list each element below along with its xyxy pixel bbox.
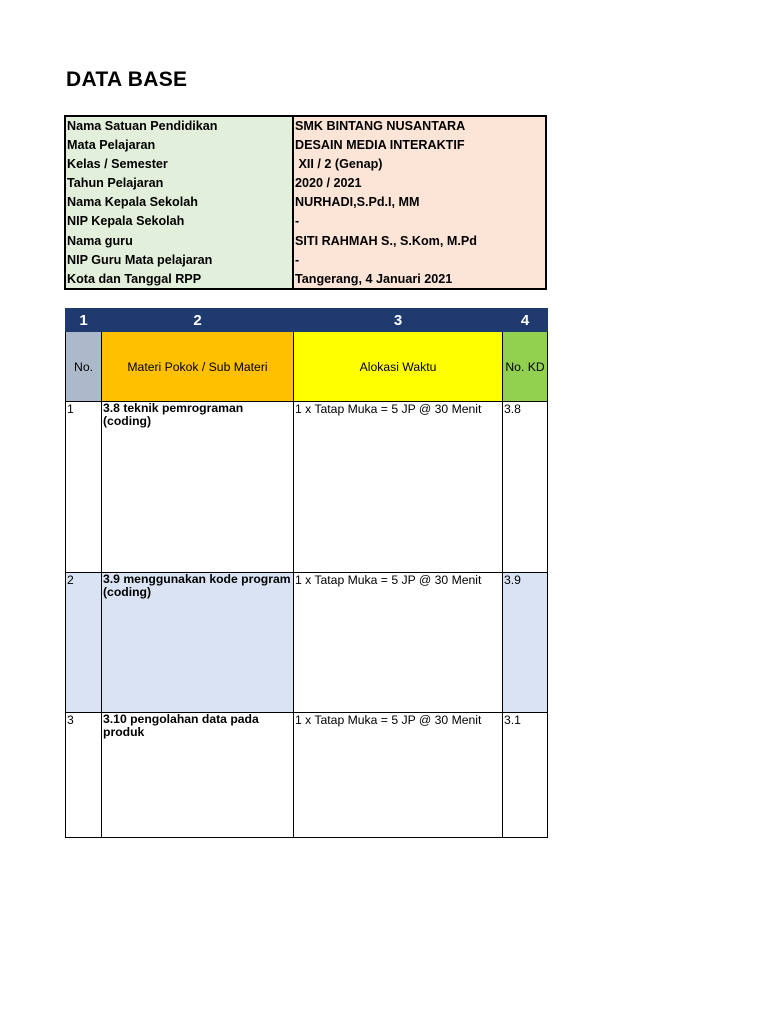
cell-alokasi: 1 x Tatap Muka = 5 JP @ 30 Menit xyxy=(294,402,503,573)
info-value-column xyxy=(294,117,545,288)
info-label: NIP Guru Mata pelajaran xyxy=(67,252,213,267)
column-number: 1 xyxy=(66,309,102,332)
info-label: Nama Kepala Sekolah xyxy=(67,195,198,210)
info-label: NIP Kepala Sekolah xyxy=(67,214,185,229)
cell-kd: 3.8 xyxy=(503,402,548,573)
info-label-column xyxy=(66,117,294,288)
info-value: SITI RAHMAH S., S.Kom, M.Pd xyxy=(295,233,477,248)
cell-kd: 3.9 xyxy=(503,573,548,713)
info-value: - xyxy=(295,214,300,229)
materi-table xyxy=(65,308,548,838)
cell-kd: 3.1 xyxy=(503,713,548,838)
info-label: Kelas / Semester xyxy=(67,157,168,172)
column-number: 4 xyxy=(503,309,548,332)
cell-no: 1 xyxy=(66,402,102,573)
info-value: XII / 2 (Genap) xyxy=(295,157,383,172)
info-label: Nama guru xyxy=(67,233,133,248)
table-row xyxy=(66,402,548,573)
cell-no: 2 xyxy=(66,573,102,713)
column-number: 3 xyxy=(294,309,503,332)
cell-materi: 3.8 teknik pemrograman (coding) xyxy=(102,402,294,573)
info-label: Nama Satuan Pendidikan xyxy=(67,119,218,133)
cell-no: 3 xyxy=(66,713,102,838)
table-row xyxy=(66,573,548,713)
info-value: 2020 / 2021 xyxy=(295,176,362,191)
header-row xyxy=(66,332,548,402)
info-value: Tangerang, 4 Januari 2021 xyxy=(295,271,453,286)
cell-materi: 3.9 menggunakan kode program (coding) xyxy=(102,573,294,713)
header-no: No. xyxy=(66,332,102,402)
column-number-row xyxy=(66,309,548,332)
cell-alokasi: 1 x Tatap Muka = 5 JP @ 30 Menit xyxy=(294,713,503,838)
info-label: Kota dan Tanggal RPP xyxy=(67,271,202,286)
info-table xyxy=(64,115,547,290)
page-title: DATA BASE xyxy=(66,68,188,91)
header-materi: Materi Pokok / Sub Materi xyxy=(102,332,294,402)
info-label: Mata Pelajaran xyxy=(67,138,156,153)
cell-materi: 3.10 pengolahan data pada produk xyxy=(102,713,294,838)
header-alokasi: Alokasi Waktu xyxy=(294,332,503,402)
info-value: DESAIN MEDIA INTERAKTIF xyxy=(295,138,465,153)
info-value: SMK BINTANG NUSANTARA xyxy=(295,119,466,133)
table-row xyxy=(66,713,548,838)
info-label: Tahun Pelajaran xyxy=(67,176,164,191)
column-number: 2 xyxy=(102,309,294,332)
cell-alokasi: 1 x Tatap Muka = 5 JP @ 30 Menit xyxy=(294,573,503,713)
info-value: - xyxy=(295,252,300,267)
info-value: NURHADI,S.Pd.I, MM xyxy=(295,195,420,210)
header-kd: No. KD xyxy=(503,332,548,402)
